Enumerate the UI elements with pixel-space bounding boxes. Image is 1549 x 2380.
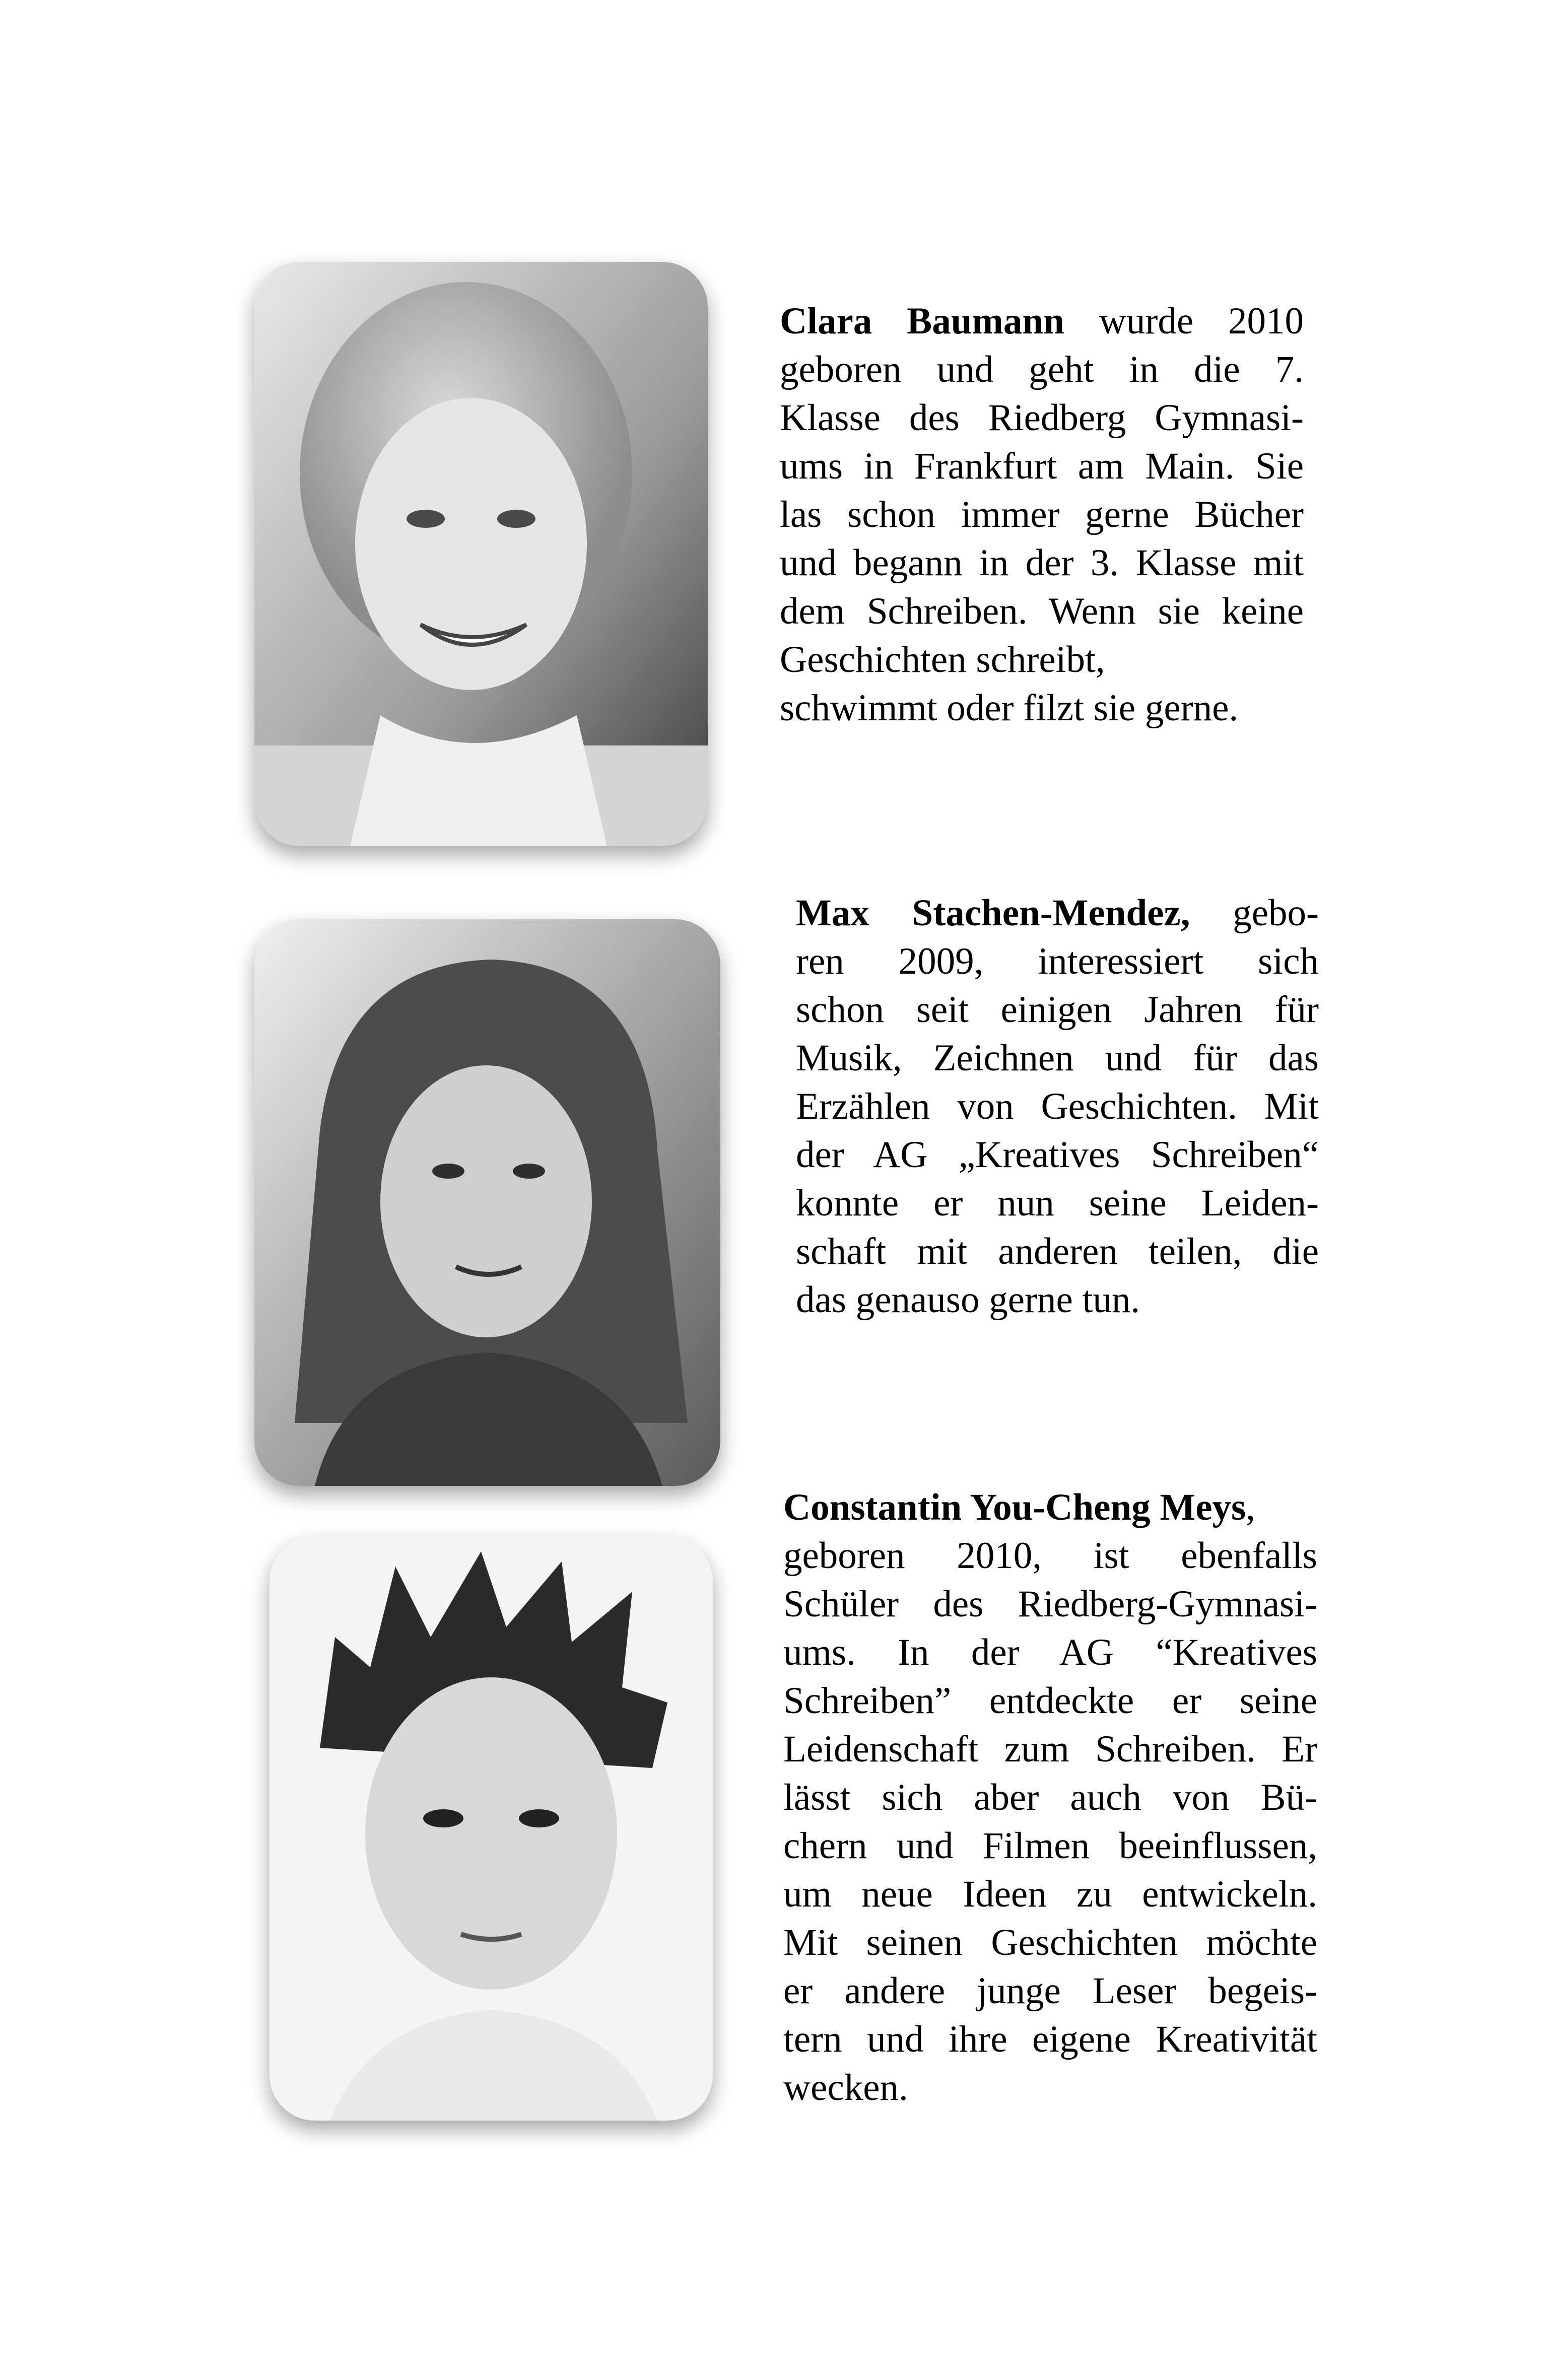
bio-line: um neue Ideen zu entwickeln. (783, 1873, 1317, 1915)
bio-line: ums in Frankfurt am Main. Sie (780, 445, 1304, 487)
bio-line: er andere junge Leser begeis- (783, 1970, 1317, 2012)
bio-line: Mit seinen Geschichten möchte (783, 1922, 1317, 1963)
portrait-photo-max (254, 919, 720, 1486)
author-name: Clara Baumann (780, 300, 1064, 342)
bio-line: schon seit einigen Jahren für (796, 989, 1319, 1031)
bio-line: las schon immer gerne Bücher (780, 494, 1304, 535)
bio-line: schwimmt oder filzt sie gerne. (780, 687, 1239, 729)
bio-line: Leidenschaft zum Schreiben. Er (783, 1728, 1317, 1770)
bio-line: Schüler des Riedberg-Gymnasi- (783, 1583, 1317, 1625)
portrait-constantin-image (270, 1536, 713, 2121)
bio-line: Max Stachen-Mendez, gebo- (796, 892, 1319, 934)
bio-line: geboren 2010, ist ebenfalls (783, 1535, 1317, 1577)
portrait-photo-constantin (270, 1536, 713, 2121)
author-name: Max Stachen-Mendez, (796, 892, 1190, 934)
bio-line: chern und Filmen beeinflussen, (783, 1825, 1317, 1867)
bio-line: das genauso gerne tun. (796, 1279, 1140, 1321)
bio-line: schaft mit anderen teilen, die (796, 1231, 1319, 1272)
portrait-max-image (254, 919, 720, 1486)
bio-constantin (783, 1483, 1317, 2112)
bio-line: ums. In der AG “Kreatives (783, 1631, 1317, 1673)
author-name: Constantin You-Cheng Meys (783, 1486, 1246, 1528)
bio-line: der AG „Kreatives Schreiben“ (796, 1134, 1319, 1176)
bio-line: Geschichten schreibt, (780, 639, 1105, 681)
bio-line: geboren und geht in die 7. (780, 349, 1304, 390)
bio-line: dem Schreiben. Wenn sie keine (780, 590, 1304, 632)
bio-clara (780, 297, 1304, 732)
bio-line: konnte er nun seine Leiden- (796, 1182, 1319, 1224)
bio-line: Constantin You-Cheng Meys, (783, 1486, 1255, 1528)
bio-line: wecken. (783, 2067, 908, 2109)
bio-line: Erzählen von Geschichten. Mit (796, 1085, 1319, 1127)
bio-line: Musik, Zeichnen und für das (796, 1037, 1319, 1079)
bio-line: Klasse des Riedberg Gymnasi- (780, 397, 1304, 439)
bio-line: tern und ihre eigene Kreativität (783, 2018, 1317, 2060)
portrait-clara-image (254, 262, 708, 846)
bio-line: ren 2009, interessiert sich (796, 940, 1319, 982)
bio-line: und begann in der 3. Klasse mit (780, 542, 1304, 584)
bio-line: lässt sich aber auch von Bü- (783, 1777, 1317, 1818)
bio-line: Schreiben” entdeckte er seine (783, 1680, 1317, 1722)
bio-max (796, 889, 1319, 1324)
portrait-photo-clara (254, 262, 708, 846)
bio-line: Clara Baumann wurde 2010 (780, 300, 1304, 342)
